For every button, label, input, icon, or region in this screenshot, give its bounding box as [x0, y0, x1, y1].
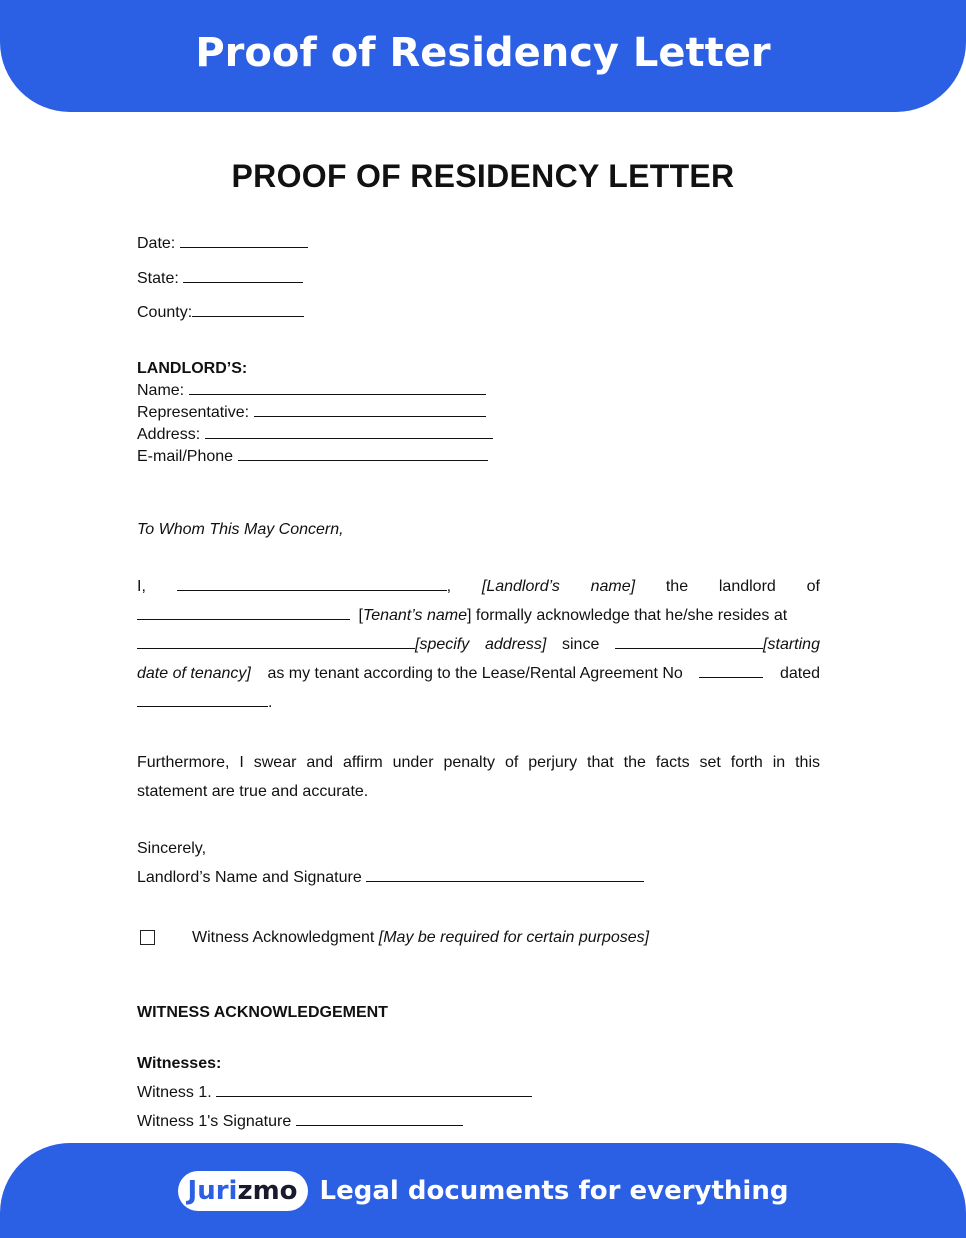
witness-checkbox-note: [May be required for certain purposes]	[378, 929, 650, 946]
closing-sincerely: Sincerely,	[137, 840, 207, 857]
p1-address-word: address]	[484, 636, 547, 653]
p1-dated-field[interactable]	[137, 705, 268, 707]
p1-landlord-blank-group	[177, 578, 451, 596]
email-phone-label: E-mail/Phone	[137, 448, 234, 465]
state-row	[137, 270, 303, 288]
witness1-signature-row	[137, 1113, 463, 1131]
landlord-name-label: Name:	[137, 382, 185, 399]
p1-the-word: the	[665, 578, 689, 595]
witness-heading: WITNESS ACKNOWLEDGEMENT	[137, 1004, 388, 1021]
p1-since-word: since	[562, 636, 600, 653]
p1-tenant-name: Tenant’s name	[362, 607, 467, 624]
p1-specify-word: [specify	[415, 636, 470, 653]
state-label: State:	[137, 270, 179, 287]
witness-checkbox-label: Witness Acknowledgment	[192, 929, 375, 946]
p1-starting-word: [starting	[763, 636, 820, 653]
county-label: County:	[137, 304, 193, 321]
county-field[interactable]	[192, 315, 304, 317]
logo-text-part2: zmo	[237, 1175, 298, 1206]
p1-date-of-tenancy: date of tenancy]	[137, 665, 251, 682]
logo-text-part1: Juri	[187, 1175, 238, 1206]
witness1-signature-field[interactable]	[296, 1124, 463, 1126]
footer-banner	[0, 1143, 966, 1238]
p1-start-group	[615, 636, 820, 654]
p1-address-group	[137, 636, 469, 654]
email-phone-field[interactable]	[238, 459, 488, 461]
p1-landlords-word: [Landlord’s	[481, 578, 560, 595]
witness-checkbox-text	[192, 929, 649, 947]
p1-bracket-open: [	[358, 607, 363, 624]
paragraph1-line5	[137, 694, 272, 712]
jurizmo-logo[interactable]	[178, 1171, 308, 1211]
witness1-row	[137, 1084, 532, 1102]
date-row	[137, 235, 308, 253]
p1-comma: ,	[446, 578, 452, 595]
witnesses-label: Witnesses:	[137, 1055, 222, 1072]
paragraph2-line2: statement are true and accurate.	[137, 783, 369, 800]
witness1-label: Witness 1.	[137, 1084, 212, 1101]
p1-agreement-no-field[interactable]	[699, 676, 763, 678]
landlord-heading: LANDLORD’S:	[137, 360, 248, 377]
paragraph2-line1: Furthermore, I swear and affirm under penalty of perjury that the facts set forth in this	[137, 754, 820, 771]
p1-address-field[interactable]	[137, 647, 415, 649]
p1-landlord-word: landlord	[718, 578, 776, 595]
p1-period: .	[268, 694, 273, 711]
p1-line4-rest: as my tenant according to the Lease/Rental Agreement No	[267, 665, 683, 682]
p1-name-word: name]	[590, 578, 636, 595]
representative-label: Representative:	[137, 404, 250, 421]
landlord-name-field[interactable]	[189, 393, 486, 395]
banner-title: Proof of Residency Letter	[195, 30, 771, 76]
address-field[interactable]	[205, 437, 493, 439]
p1-line2-rest: ] formally acknowledge that he/she resides at	[466, 607, 788, 624]
p1-tenant-field[interactable]	[137, 618, 350, 620]
paragraph1-line4	[137, 665, 820, 683]
paragraph1-line3	[137, 636, 820, 654]
signature-row	[137, 869, 644, 887]
footer-tagline: Legal documents for everything	[319, 1175, 789, 1206]
county-row	[137, 304, 304, 322]
date-field[interactable]	[180, 246, 308, 248]
signature-label: Landlord’s Name and Signature	[137, 869, 362, 886]
salutation: To Whom This May Concern,	[137, 521, 344, 538]
signature-field[interactable]	[366, 880, 644, 882]
witness1-field[interactable]	[216, 1095, 532, 1097]
p1-landlord-field[interactable]	[177, 589, 447, 591]
witness-checkbox[interactable]	[140, 930, 155, 945]
paragraph1-line1	[137, 578, 820, 596]
email-phone-row	[137, 448, 488, 466]
representative-field[interactable]	[254, 415, 486, 417]
p1-of-word: of	[806, 578, 820, 595]
paragraph1-line2	[137, 607, 787, 625]
p1-start-date-field[interactable]	[615, 647, 763, 649]
header-banner	[0, 0, 966, 112]
landlord-name-row	[137, 382, 486, 400]
p1-dated-word: dated	[779, 665, 820, 682]
p1-word-i: I,	[137, 578, 146, 595]
representative-row	[137, 404, 486, 422]
document-title: PROOF OF RESIDENCY LETTER	[231, 158, 735, 194]
state-field[interactable]	[183, 281, 303, 283]
address-label: Address:	[137, 426, 201, 443]
address-row	[137, 426, 493, 444]
witness1-signature-label: Witness 1's Signature	[137, 1113, 292, 1130]
date-label: Date:	[137, 235, 176, 252]
